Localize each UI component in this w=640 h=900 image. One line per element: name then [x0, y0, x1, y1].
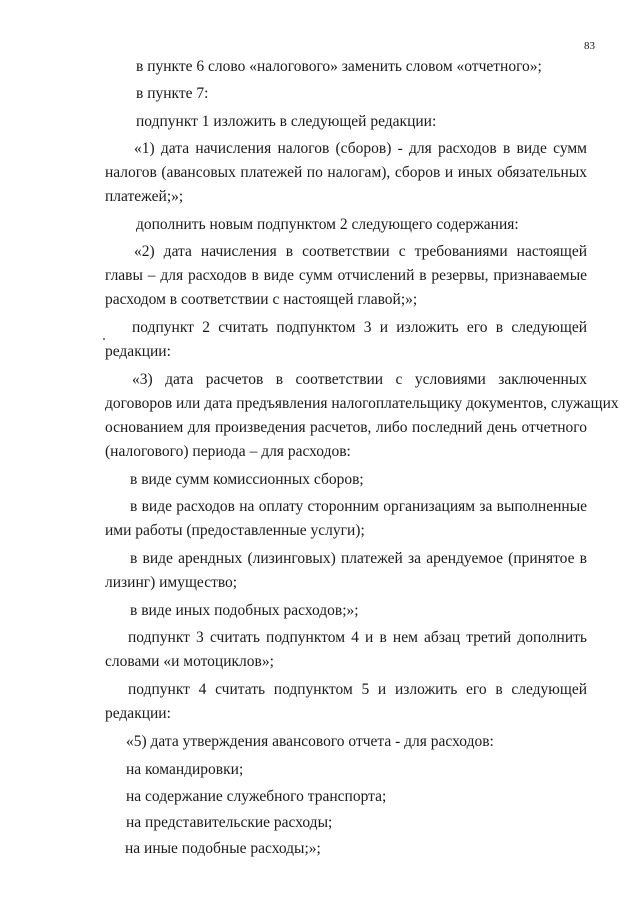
text-line: в виде сумм комиссионных сборов;	[130, 471, 364, 488]
text-line: главы – для расходов в виде сумм отчислений в резервы, признаваемые	[105, 267, 587, 284]
text-line: подпункт 2 считать подпунктом 3 и изложить его в следующей	[132, 319, 587, 336]
text-line: основанием для произведения расчетов, либо последний день отчетного	[105, 419, 587, 436]
text-line: в виде иных подобных расходов;»;	[130, 602, 359, 619]
text-line: на представительские расходы;	[126, 814, 333, 831]
text-line: «3) дата расчетов в соответствии с условиями заключенных	[132, 371, 587, 388]
text-line: на иные подобные расходы;»;	[125, 840, 321, 857]
text-line: словами «и мотоциклов»;	[105, 653, 274, 670]
text-line: на командировки;	[126, 761, 244, 778]
scan-dot	[103, 338, 105, 340]
text-line: подпункт 3 считать подпунктом 4 и в нем абзац третий дополнить	[128, 629, 587, 646]
text-line: в пункте 7:	[136, 85, 209, 102]
text-line: в пункте 6 слово «налогового» заменить словом «отчетного»;	[136, 58, 542, 75]
text-line: «1) дата начисления налогов (сборов) - для расходов в виде сумм	[134, 140, 587, 157]
text-line: дополнить новым подпунктом 2 следующего содержания:	[136, 216, 519, 233]
text-line: на содержание служебного транспорта;	[126, 788, 387, 805]
text-line: расходом в соответствии с настоящей главой;»;	[105, 291, 418, 308]
text-line: редакции:	[105, 705, 171, 722]
text-line: подпункт 4 считать подпунктом 5 и изложить его в следующей	[128, 681, 587, 698]
text-line: договоров или дата предъявления налогоплательщику документов, служащих	[105, 395, 619, 412]
text-line: в виде расходов на оплату сторонним организациям за выполненные	[130, 498, 587, 515]
text-line: ими работы (предоставленные услуги);	[105, 522, 365, 539]
page-number: 83	[584, 40, 595, 52]
text-line: «5) дата утверждения авансового отчета - для расходов:	[126, 733, 494, 750]
text-line: редакции:	[105, 343, 171, 360]
text-line: (налогового) периода – для расходов:	[105, 443, 351, 460]
text-line: лизинг) имущество;	[105, 574, 238, 591]
text-line: «2) дата начисления в соответствии с требованиями настоящей	[134, 243, 587, 260]
text-line: налогов (авансовых платежей по налогам), сборов и иных обязательных	[105, 164, 587, 181]
text-line: в виде арендных (лизинговых) платежей за арендуемое (принятое в	[130, 550, 587, 567]
text-line: подпункт 1 изложить в следующей редакции:	[136, 113, 437, 130]
text-line: платежей;»;	[105, 188, 184, 205]
